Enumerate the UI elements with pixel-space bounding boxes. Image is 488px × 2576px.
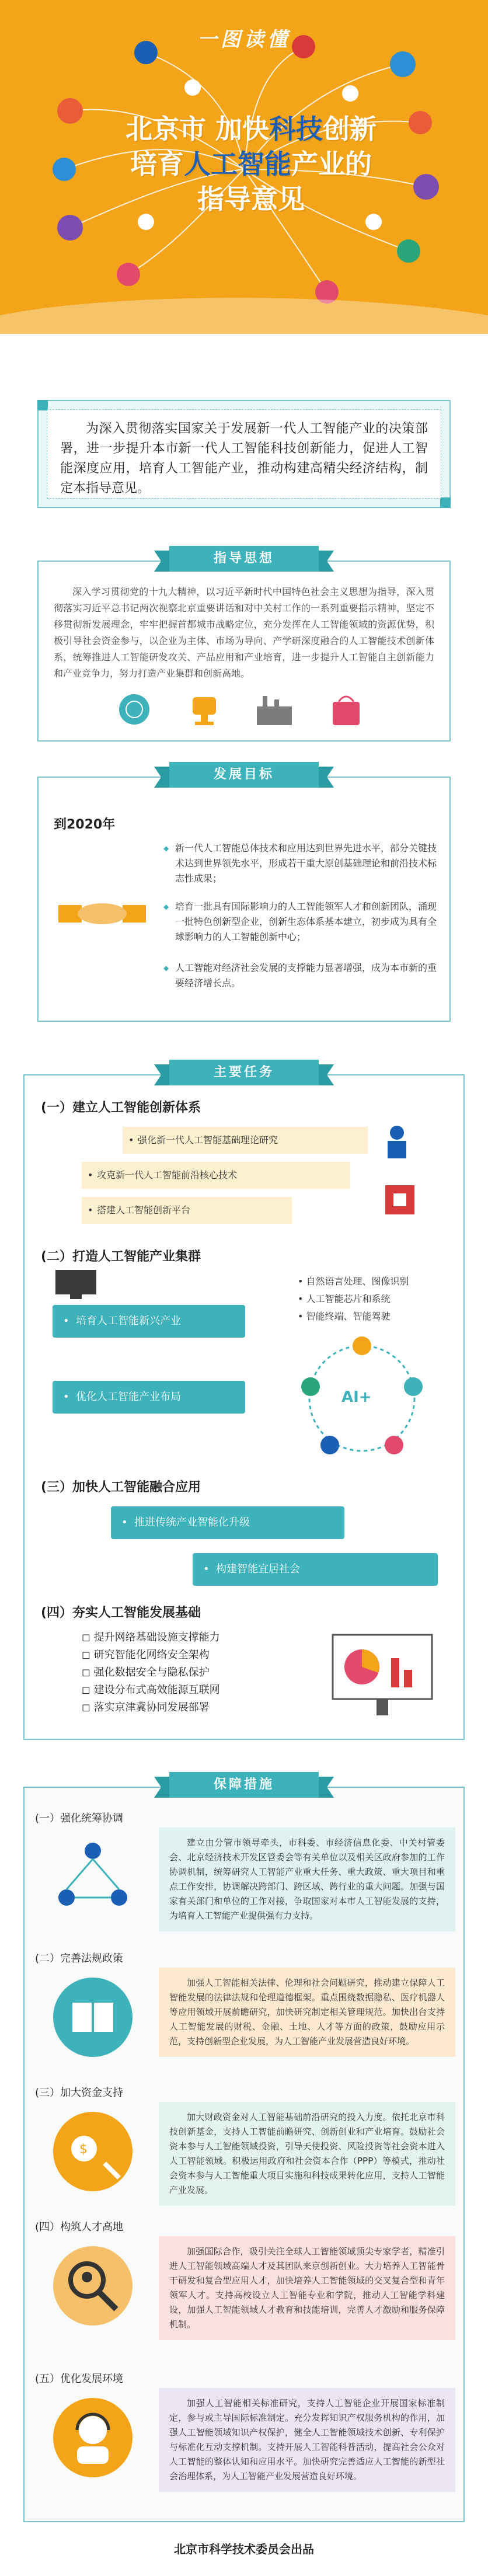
task-foundation-item: ◻ 建设分布式高效能源互联网: [82, 1682, 220, 1699]
measure-text: 建立由分管市领导牵头，市科委、市经济信息化委、中关村管委会、北京经济技术开发区管委会等有关单位以及相关区政府参加的工作协调机制，统筹研究人工智能产业重大任务、重大政策、重大项目和重点工作安排，协调解决跨部门、跨区域、跨行业的重大问题。加强与国家有关部门和单位的工作对接，争取国家对本市人工智能发展的支持，为培育人工智能产业提供强有力支持。: [159, 1827, 455, 1931]
task-heading-2: (二）打造人工智能产业集群: [41, 1249, 201, 1264]
service-support-icon: [49, 2394, 137, 2481]
goals-year: 到2020年: [54, 817, 116, 832]
measure-title: (四）构筑人才高地: [35, 2221, 124, 2233]
task-foundation-item: ◻ 研究智能化网络安全架构: [82, 1646, 220, 1664]
task-foundation-item: ◻ 提升网络基础设施支撑能力: [82, 1629, 220, 1646]
hero-tag: 一图读懂: [197, 28, 291, 51]
shopping-bag-icon: [333, 697, 360, 725]
talent-search-icon: [49, 2242, 137, 2330]
goal-item: ◆ 人工智能对经济社会发展的支撑能力显著增强，成为本市新的重要经济增长点。: [175, 960, 444, 991]
task-bullet: • 自然语言处理、图像识别: [298, 1273, 409, 1290]
task-item: • 攻克新一代人工智能前沿核心技术: [82, 1162, 350, 1189]
svg-text:$: $: [79, 2142, 88, 2157]
innovation-icons: [374, 1121, 444, 1226]
task-heading-1: (一）建立人工智能创新体系: [41, 1101, 201, 1115]
factory-icon: [257, 696, 292, 725]
task-bullets: [298, 1273, 409, 1325]
corner-decor: [440, 497, 451, 508]
ai-plus-label: AI+: [341, 1388, 372, 1406]
measure-title: (二）完善法规政策: [35, 1952, 124, 1965]
task-pill: • 推进传统产业智能化升级: [111, 1506, 344, 1539]
task-heading-4: (四）夯实人工智能发展基础: [41, 1606, 201, 1620]
task-foundation-item: ◻ 强化数据安全与隐私保护: [82, 1664, 220, 1682]
goal-item: ◆ 培育一批具有国际影响力的人工智能领军人才和创新团队，涌现一批特色创新型企业，创新生态体系基本建立，初步成为具有全球影响力的人工智能创新中心；: [175, 899, 444, 945]
chip-icon: [385, 1185, 414, 1214]
measures-ribbon: 保障措施: [169, 1772, 319, 1798]
footer-credit: 北京市科学技术委员会出品: [174, 2542, 314, 2556]
hero-title-line2: 培育人工智能产业的: [130, 148, 372, 180]
handshake-icon: [58, 876, 146, 946]
globe-icon: [119, 694, 149, 725]
task-item: • 强化新一代人工智能基础理论研究: [123, 1127, 368, 1154]
hero-banner: [0, 0, 488, 334]
people-icon: [388, 1126, 406, 1158]
goal-item: ◆ 新一代人工智能总体技术和应用达到世界先进水平，部分关键技术达到世界领先水平，形成若干重大原创基础理论和前沿技术标志性成果；: [175, 841, 444, 886]
task-bullet: • 智能终端、智能驾驶: [298, 1308, 409, 1325]
task-bullet: • 人工智能芯片和系统: [298, 1290, 409, 1308]
guiding-icons: [117, 689, 374, 730]
measure-text: 加强人工智能相关法律、伦理和社会问题研究，推动建立保障人工智能发展的法律法规和伦理道德框架。重点围绕数据隐私、医疗机器人等应用领域开展前瞻研究，加快研究制定相关管理规范。加快出台支持人工智能发展的财税、金融、土地、人才等方面的政策，鼓励应用示范，支持创新型企业发展，为人工智能产业发展营造良好环境。: [159, 1968, 455, 2057]
hero-title-line3: 指导意见: [197, 183, 305, 215]
law-book-icon: [49, 1973, 137, 2061]
task-foundation-item: ◻ 落实京津冀协同发展部署: [82, 1699, 220, 1717]
guiding-text: 深入学习贯彻党的十九大精神，以习近平新时代中国特色社会主义思想为指导，深入贯彻落实习近平总书记两次视察北京重要讲话和对中关村工作的一系列重要指示精神，坚定不移贯彻新发展理念，牢牢把握首都城市战略定位，充分发挥在人工智能领域的资源优势，积极引导社会资金参与，以企业为主体、市场为导向、产学研深度融合的人工智能技术创新体系，统筹推进人工智能研发攻关、产品应用和产业培育，进一步提升人工智能自主创新能力和产业竞争力，努力打造产业集群和创新高地。: [54, 586, 434, 679]
measure-title: (一）强化统筹协调: [35, 1812, 124, 1825]
measure-title: (五）优化发展环境: [35, 2373, 124, 2385]
measure-title: (三）加大资金支持: [35, 2087, 124, 2099]
measure-text: 加强人工智能相关标准研究，支持人工智能企业开展国家标准制定，参与或主导国际标准制定。充分发挥知识产权服务机构的作用，加强人工智能领域知识产权保护，健全人工智能领域技术创新、专利保护与标准化互动支撑机制。支持开展人工智能科普活动，提高社会公众对人工智能的整体认知和应用水平。加快研究完善适应人工智能的新型社会治理体系，为人工智能产业发展营造良好环境。: [159, 2388, 455, 2492]
measure-text: 加强国际合作，吸引关注全球人工智能领域顶尖专家学者，精准引进人工智能领域高端人才及其团队来京创新创业。大力培养人工智能骨干研发和复合型应用人才，加快培养人工智能领域的交叉复合型和青年领军人才。支持高校设立人工智能专业和学院，推动人工智能学科建设，加强人工智能领域人才教育和技能培训，完善人才激励和服务保障机制。: [159, 2236, 455, 2340]
tasks-ribbon: 主要任务: [169, 1060, 319, 1085]
task-foundation-list: [82, 1629, 220, 1717]
funding-icon: [49, 2108, 137, 2195]
task-pill: • 培育人工智能新兴产业: [53, 1305, 245, 1338]
measure-text: 加大财政资金对人工智能基础前沿研究的投入力度。依托北京市科技创新基金，支持人工智能前瞻研究、创新创业和产业培育。鼓励社会资本参与人工智能领域投资，引导天使投资、风险投资等社会资本进入人工智能领域。积极运用政府和社会资本合作（PPP）等模式，推动社会资本参与人工智能重大项目实施和科技成果转化应用，支持人工智能产业发展。: [159, 2102, 455, 2206]
task-item: • 搭建人工智能创新平台: [82, 1197, 292, 1224]
presentation-board-icon: [327, 1629, 438, 1717]
trophy-icon: [193, 697, 216, 725]
task-pill: • 构建智能宜居社会: [193, 1553, 438, 1586]
guiding-ribbon: 指导思想: [169, 546, 319, 572]
task-heading-3: (三）加快人工智能融合应用: [41, 1480, 201, 1495]
task-pill: • 优化人工智能产业布局: [53, 1381, 245, 1414]
intro-box: [37, 400, 451, 508]
goals-ribbon: 发展目标: [169, 762, 319, 788]
hero-title-line1: 北京市 加快科技创新: [125, 113, 377, 145]
monitor-icon: [53, 1267, 105, 1302]
intro-text: 为深入贯彻落实国家关于发展新一代人工智能产业的决策部署，进一步提升本市新一代人工智能科技创新能力，促进人工智能深度应用，培育人工智能产业，推动构建高精尖经济结构，制定本指导意见。: [47, 409, 441, 499]
team-network-icon: [49, 1833, 137, 1921]
